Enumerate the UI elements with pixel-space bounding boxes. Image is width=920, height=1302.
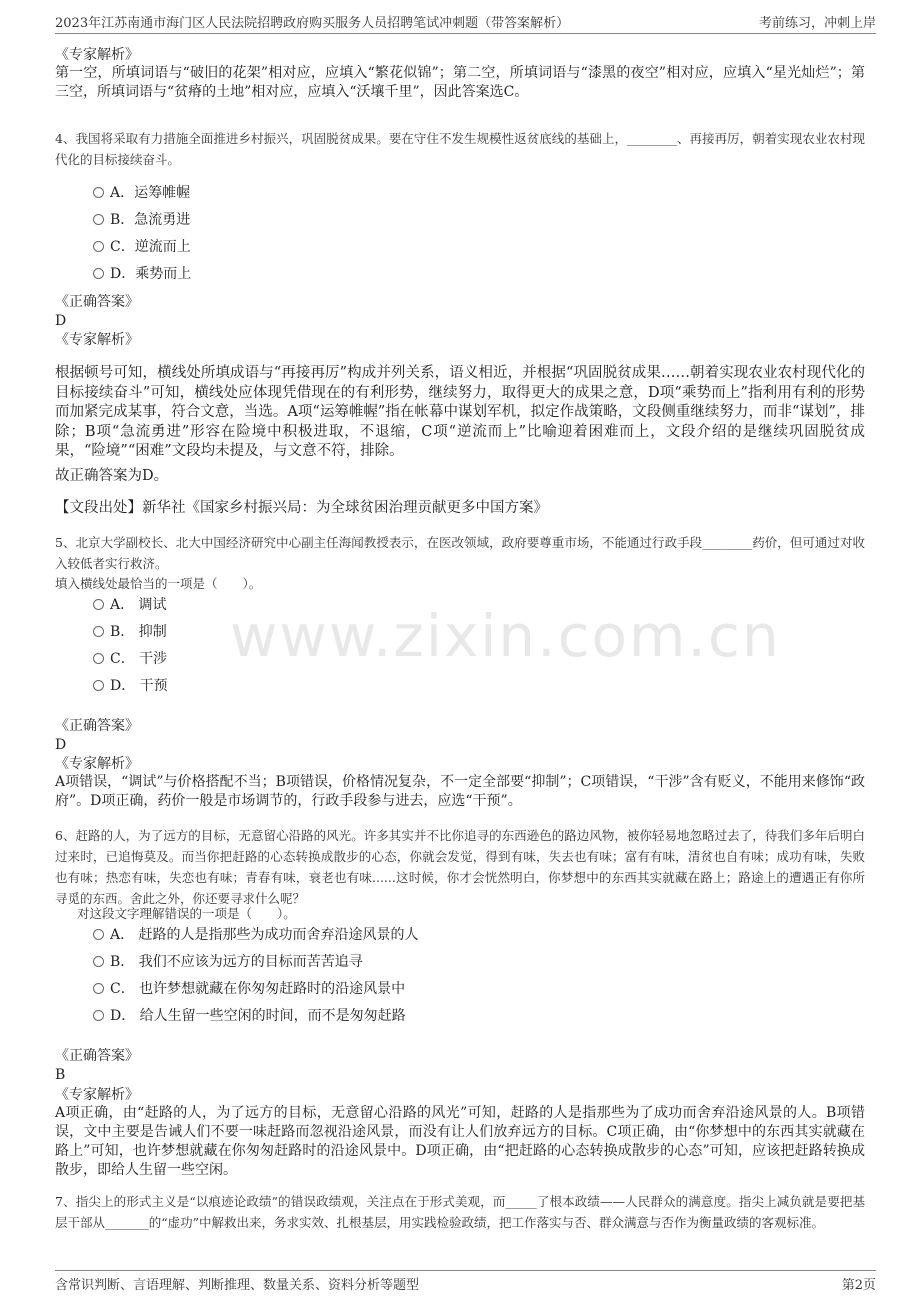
radio-icon xyxy=(93,1010,104,1021)
q5-analysis-label: 《专家解析》 xyxy=(55,756,139,772)
q4-source: 【文段出处】新华社《国家乡村振兴局：为全球贫困治理贡献更多中国方案》 xyxy=(55,500,548,516)
radio-icon xyxy=(93,214,104,225)
q5-analysis: A项错误，“调试”与价格搭配不当；B项错误，价格情况复杂，不一定全部要“抑制”；C项错误，“干涉”含有贬义，不能用来修饰“政府”。D项正确，药价一般是市场调节的，行政手段参与进去，应选“干预”。 xyxy=(55,774,865,809)
radio-icon xyxy=(93,653,104,664)
q4-analysis: 根据顿号可知，横线处所填成语与“再接再厉”构成并列关系，语义相近，并根据“巩固脱贫成果……朝着实现农业农村现代化的目标接续奋斗”可知，横线处应体现凭借现在的有利形势，继续努力，取得更大的成果之意，D项“乘势而上”指利用有利的形势而加紧完成某事，符合文意，当选。A项“运筹帷幄”指在帐幕中谋划军机，拟定作战策略，文段侧重继续努力，而非“谋划”，排除；B项“急流勇进”形容在险境中积极进取，不退缩，C项“逆流而上”比喻迎着困难而上，文段介绍的是继续巩固脱贫成果，“险境”“困难”文段均未提及，与文意不符，排除。 xyxy=(55,365,865,459)
watermark: www.zixin.com.cn xyxy=(230,602,781,670)
radio-icon xyxy=(93,268,104,279)
q4-option-b[interactable]: B．急流勇进 xyxy=(93,210,190,230)
radio-icon xyxy=(93,599,104,610)
q6-answer-label: 《正确答案》 xyxy=(55,1048,139,1064)
q4-option-d[interactable]: D．乘势而上 xyxy=(93,264,191,284)
page-header xyxy=(55,12,876,34)
footer-topics: 含常识判断、言语理解、判断推理、数量关系、资料分析等题型 xyxy=(55,1278,420,1293)
q6-option-d[interactable]: D． 给人生留一些空闲的时间，而不是匆匆赶路 xyxy=(93,1006,406,1026)
radio-icon xyxy=(93,187,104,198)
q6-option-a[interactable]: A． 赶路的人是指那些为成功而舍弃沿途风景的人 xyxy=(93,925,419,945)
radio-icon xyxy=(93,929,104,940)
radio-icon xyxy=(93,626,104,637)
q5-option-d[interactable]: D． 干预 xyxy=(93,676,168,696)
radio-icon xyxy=(93,983,104,994)
q5-prompt: 填入横线处最恰当的一项是（ ）。 xyxy=(55,576,262,591)
q6-analysis: A项正确，由“赶路的人，为了远方的目标，无意留心沿路的风光”可知，赶路的人是指那些为了成功而舍弃沿途风景的人。B项错误，文中主要是告诫人们不要一味赶路而忽视沿途风景，而没有让人们放弃远方的目标。C项正确，由“你梦想中的东西其实就藏在路上”可知，也许梦想就藏在你匆匆赶路时的沿途风景中。D项正确，由“把赶路的心态转换成散步的心态”可知，应该把赶路转换成散步，即给人生留一些空闲。 xyxy=(55,1105,865,1178)
q3-analysis: 第一空，所填词语与“破旧的花架”相对应，应填入“繁花似锦”；第二空，所填词语与“漆黑的夜空”相对应，应填入“星光灿烂”；第三空，所填词语与“贫瘠的土地”相对应，应填入“沃壤千里”，因此答案选C。 xyxy=(55,65,865,100)
document-title: 2023年江苏南通市海门区人民法院招聘政府购买服务人员招聘笔试冲刺题（带答案解析） xyxy=(55,16,570,31)
q7-question: 7、指尖上的形式主义是“以痕迹论政绩”的错误政绩观，关注点在于形式美观，而_____了根本政绩——人民群众的满意度。指尖上减负就是要把基层干部从_______的“虚功”中解救出来，务求实效、扎根基层，用实践检验政绩，把工作落实与否、群众满意与否作为衡量政绩的客观标准。 xyxy=(55,1194,865,1230)
q6-answer: B xyxy=(55,1067,66,1083)
radio-icon xyxy=(93,956,104,967)
q3-analysis-label: 《专家解析》 xyxy=(55,47,139,63)
q5-answer: D xyxy=(55,737,67,753)
q4-answer: D xyxy=(55,313,67,329)
page-footer xyxy=(55,1270,876,1294)
q5-option-a[interactable]: A． 调试 xyxy=(93,595,167,615)
header-slogan: 考前练习，冲刺上岸 xyxy=(758,16,876,31)
q6-option-b[interactable]: B． 我们不应该为远方的目标而苦苦追寻 xyxy=(93,952,363,972)
q6-prompt: 对这段文字理解错误的一项是（ ）。 xyxy=(77,906,296,921)
radio-icon xyxy=(93,680,104,691)
q6-question: 6、赶路的人，为了远方的目标，无意留心沿路的风光。许多其实并不比你追寻的东西逊色的路边风物，被你轻易地忽略过去了，待我们多年后明白过来时，已追悔莫及。而当你把赶路的心态转换成散步的心态，你就会发觉，得到有味，失去也有味；富有有味，清贫也自有味；成功有味，失败也有味；热恋有味，失恋也有味；青春有味，衰老也有味......这时候，你才会恍然明白，你梦想中的东西其实就藏在路上；路途上的遭遇正有你所寻觅的东西。舍此之外，你还要寻求什么呢？ xyxy=(55,828,865,906)
page-number: 第2页 xyxy=(841,1278,876,1293)
q4-answer-label: 《正确答案》 xyxy=(55,294,139,310)
q6-analysis-label: 《专家解析》 xyxy=(55,1087,139,1103)
radio-icon xyxy=(93,241,104,252)
q4-option-c[interactable]: C．逆流而上 xyxy=(93,237,191,257)
q4-conclusion: 故正确答案为D。 xyxy=(55,468,169,484)
q4-question: 4、我国将采取有力措施全面推进乡村振兴，巩固脱贫成果。要在守住不发生规模性返贫底线的基础上，________、再接再厉，朝着实现农业农村现代化的目标接续奋斗。 xyxy=(55,131,865,167)
q6-option-c[interactable]: C． 也许梦想就藏在你匆匆赶路时的沿途风景中 xyxy=(93,979,405,999)
q4-analysis-label: 《专家解析》 xyxy=(55,332,139,348)
q5-answer-label: 《正确答案》 xyxy=(55,718,139,734)
q5-option-b[interactable]: B． 抑制 xyxy=(93,622,167,642)
q5-option-c[interactable]: C． 干涉 xyxy=(93,649,167,669)
q4-option-a[interactable]: A．运筹帷幄 xyxy=(93,183,190,203)
q5-question: 5、北京大学副校长、北大中国经济研究中心副主任海闻教授表示，在医改领域，政府要尊重市场，不能通过行政手段________药价，但可通过对收入较低者实行救济。 xyxy=(55,535,865,571)
